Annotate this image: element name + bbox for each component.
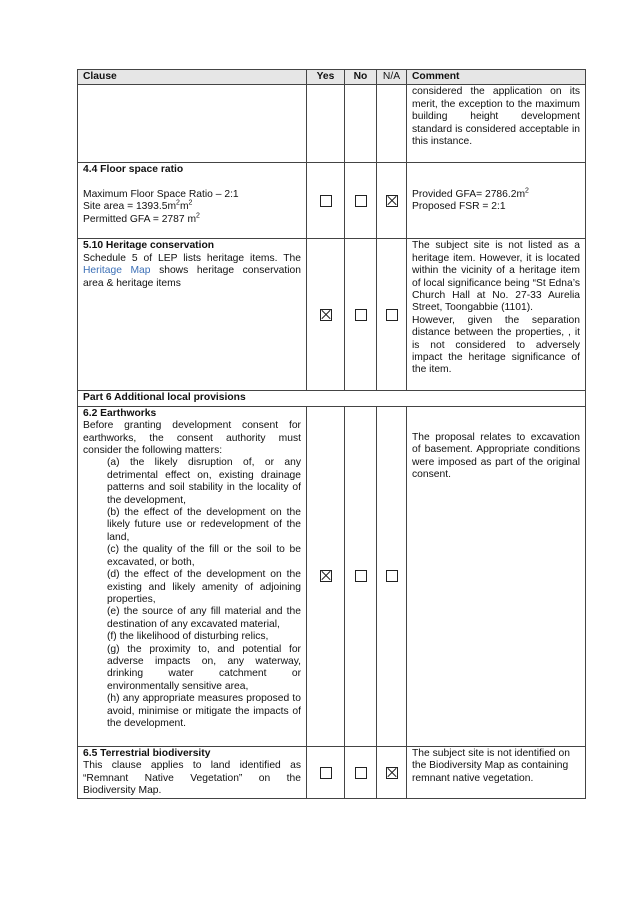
earthworks-item-b: (b) the effect of the development on the likely future use or redevelopment of the land, (107, 507, 301, 543)
header-comment: Comment (407, 70, 586, 85)
table-row-continued (78, 85, 586, 163)
permitted-gfa-line: Permitted GFA = 2787 $m^2$ (83, 212, 200, 225)
checkbox-na-6-5[interactable] (386, 767, 398, 779)
earthworks-item-f: (f) the likelihood of disturbing relics, (107, 631, 269, 643)
checkbox-no-4-4[interactable] (355, 195, 367, 207)
table-row-heritage (78, 239, 586, 391)
heritage-map-link[interactable]: Heritage Map (83, 265, 151, 277)
earthworks-item-c: (c) the quality of the fill or the soil to be excavated, or both, (107, 544, 301, 568)
earthworks-intro: Before granting development consent for earthworks, the consent authority must consider the following matters: (83, 420, 301, 457)
compliance-table (77, 69, 586, 799)
checkbox-na-5-10[interactable] (386, 309, 398, 321)
header-no: No (345, 70, 377, 85)
earthworks-item-h: (h) any appropriate measures proposed to avoid, minimise or mitigate the impacts of the development. (107, 693, 301, 729)
table-row-floor-space-ratio (78, 163, 586, 239)
header-na: N/A (377, 70, 407, 85)
clause-title-6-2: 6.2 Earthworks (83, 407, 157, 419)
earthworks-item-e: (e) the source of any fill material and the destination of any excavated material, (107, 606, 301, 630)
table-row-part6 (78, 391, 586, 406)
site-area-line: Site area = $1393.5m^2m^2$ (83, 199, 193, 213)
checkbox-yes-6-5[interactable] (320, 767, 332, 779)
table-row-earthworks (78, 406, 586, 746)
earthworks-item-g: (g) the proximity to, and potential for adverse impacts on, any waterway, drinking water catchment or environmentally sensitive area, (107, 643, 301, 692)
table-row-biodiversity (78, 746, 586, 799)
clause-title-5-10: 5.10 Heritage conservation (83, 240, 215, 252)
checkbox-na-4-4[interactable] (386, 195, 398, 207)
checkbox-no-6-5[interactable] (355, 767, 367, 779)
checkbox-no-5-10[interactable] (355, 309, 367, 321)
earthworks-comment: The proposal relates to excavation of basement. Appropriate conditions were imposed as part of the original consent. (412, 431, 580, 481)
heritage-comment-b: However, given the separation distance between the properties, , it is not considered to adversely impact the heritage significance of the item. (412, 314, 580, 376)
part6-heading: Part 6 Additional local provisions (78, 391, 586, 406)
fsr-max-line: Maximum Floor Space Ratio – 2:1 (83, 188, 239, 200)
checkbox-na-6-2[interactable] (386, 570, 398, 582)
proposed-fsr: Proposed FSR = 2:1 (412, 200, 506, 212)
clause-title-4-4: 4.4 Floor space ratio (83, 164, 184, 176)
earthworks-item-d: (d) the effect of the development on the existing and likely amenity of adjoining properties, (107, 569, 301, 605)
heritage-text: Schedule 5 of LEP lists heritage items. The Heritage Map shows heritage conservation area & heritage items (83, 252, 301, 289)
biodiversity-text: This clause applies to land identified as “Remnant Native Vegetation” on the Biodiversity Map. (83, 760, 301, 797)
table-header-row (78, 70, 586, 85)
provided-gfa: Provided $GFA= 2786.2m^2$ (412, 187, 529, 200)
continued-comment: considered the application on its merit, the exception to the maximum building height development standard is considered acceptable in this instance. (407, 85, 586, 163)
checkbox-no-6-2[interactable] (355, 570, 367, 582)
checkbox-yes-6-2[interactable] (320, 570, 332, 582)
checkbox-yes-4-4[interactable] (320, 195, 332, 207)
heritage-comment-a: The subject site is not listed as a heritage item. However, it is located within the vicinity of a heritage item of local significance being “St Edna’s Church Hall at No. 27-33 Aurelia Street, Toongabbie (1101). (412, 240, 580, 314)
header-yes: Yes (307, 70, 345, 85)
checkbox-yes-5-10[interactable] (320, 309, 332, 321)
biodiversity-comment: The subject site is not identified on the Biodiversity Map as containing remnant native vegetation. (407, 746, 586, 799)
clause-title-6-5: 6.5 Terrestrial biodiversity (83, 747, 211, 759)
header-clause: Clause (78, 70, 307, 85)
earthworks-item-a: (a) the likely disruption of, or any detrimental effect on, existing drainage patterns and soil stability in the locality of the development, (107, 457, 301, 506)
